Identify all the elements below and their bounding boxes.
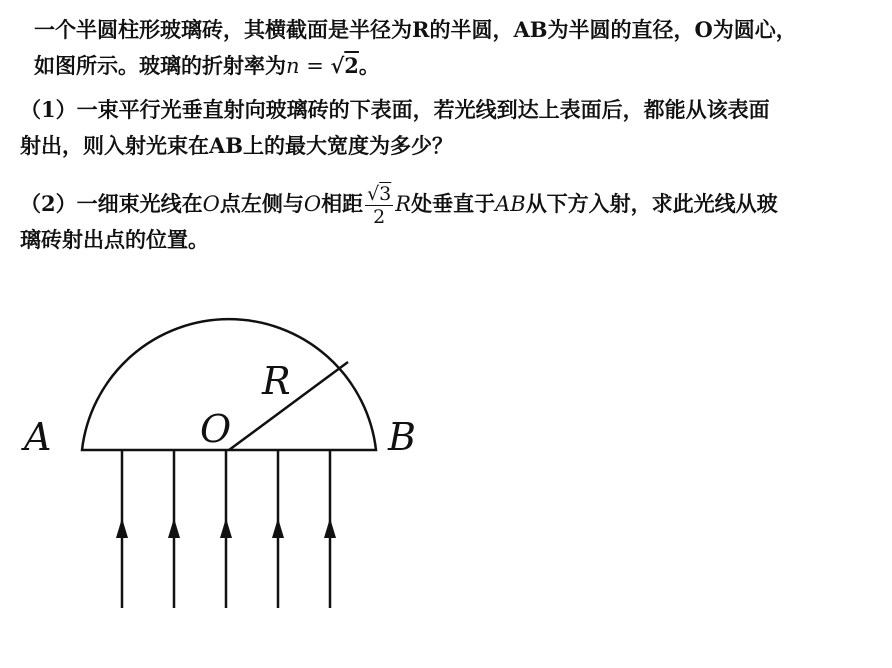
label-r: R: [262, 359, 291, 403]
intro-text: 如图所示。玻璃的折射率为: [34, 53, 286, 78]
q2-text-d: 处垂直于: [411, 191, 496, 216]
fraction-numerator-arg: 3: [379, 183, 392, 205]
q2-point-o-2: O: [303, 192, 322, 216]
ray-arrow-icon: [272, 518, 284, 538]
ray-arrow-icon: [116, 518, 128, 538]
q2-point-o: O: [202, 192, 220, 216]
sqrt-argument: 2: [344, 53, 359, 78]
sqrt-symbol: √: [330, 53, 345, 78]
q1-line-2: 射出，则入射光束在AB上的最大宽度为多少？: [20, 133, 454, 158]
refractive-index-eq: n =: [286, 54, 331, 78]
q2-radius: R: [395, 192, 412, 216]
q2-line-2: 璃砖射出点的位置。: [20, 227, 209, 252]
q2-text-b: 点左侧与: [219, 191, 304, 216]
label-o: O: [200, 407, 232, 451]
intro-end: 。: [358, 53, 380, 78]
semicircle-figure: [0, 290, 892, 668]
ray-arrow-icon: [168, 518, 180, 538]
fraction-denominator: 2: [373, 206, 386, 228]
problem-intro: [20, 12, 880, 84]
ray-arrow-icon: [220, 518, 232, 538]
q1-line-1: （1）一束平行光垂直射向玻璃砖的下表面，若光线到达上表面后，都能从该表面: [20, 97, 770, 122]
question-1: [20, 92, 880, 164]
intro-line-1: 一个半圆柱形玻璃砖，其横截面是半径为R的半圆，AB为半圆的直径，O为圆心，: [34, 17, 797, 42]
q2-text-a: （2）一细束光线在: [20, 191, 203, 216]
q2-text-c: 相距: [321, 191, 364, 216]
label-a: A: [24, 415, 52, 459]
fraction-numerator: √3: [367, 183, 392, 205]
distance-fraction: [365, 183, 393, 228]
intro-line-2: [20, 48, 880, 84]
question-2: [20, 178, 880, 258]
incident-rays: [116, 450, 336, 608]
label-b: B: [388, 415, 416, 459]
ray-arrow-icon: [324, 518, 336, 538]
q2-diameter: AB: [495, 192, 526, 216]
q2-text-e: 从下方入射，求此光线从玻: [525, 191, 778, 216]
